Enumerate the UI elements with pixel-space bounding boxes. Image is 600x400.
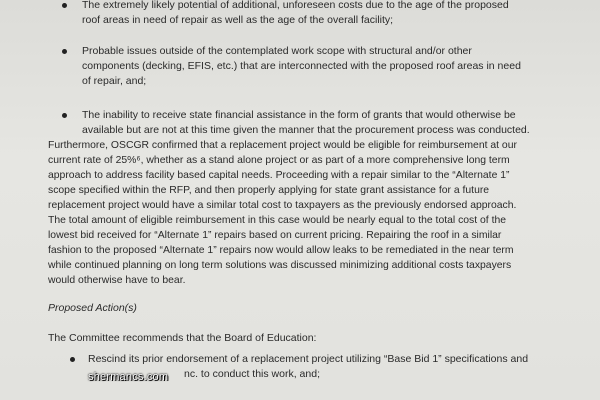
bullet-line: The inability to receive state financial assistance in the form of grants that would otherwise be [82, 109, 516, 121]
paragraph-line: fashion to the proposed “Alternate 1” repairs now would allow leaks to be remediated in the near term [48, 245, 514, 256]
bullet-line: of repair, and; [82, 75, 147, 87]
paragraph-line: current rate of 25%⁶, whether as a stand alone project or as part of a more comprehensive long term [48, 155, 510, 166]
paragraph-line: scope specified within the RFP, and then properly applying for state grant assistance for a future [48, 185, 490, 196]
furthermore-paragraph [48, 138, 548, 288]
bullet-item-cost [58, 0, 558, 28]
bullet-line: The extremely likely potential of additional, unforeseen costs due to the age of the proposed [82, 0, 509, 11]
bullet-dot-icon [62, 49, 67, 54]
bullet-item-inability [58, 108, 558, 138]
committee-recommendation: The Committee recommends that the Board of Education: [48, 332, 317, 344]
bullet-line: Rescind its prior endorsement of a replacement project utilizing “Base Bid 1” specifications and [88, 353, 529, 365]
bullet-line: roof areas in need of repair as well as the age of the overall facility; [82, 14, 394, 26]
bullet-list [58, 0, 558, 138]
watermark: shermancs.com [88, 371, 169, 383]
paragraph-line: lowest bid received for “Alternate 1” repairs based on current pricing. Repairing the roof in a similar [48, 230, 502, 241]
paragraph-line: approach to address facility based capital needs. Proceeding with a repair similar to the “Alternate 1” [48, 170, 510, 181]
bullet-dot-icon [62, 3, 67, 8]
paragraph-line: replacement project would have a similar total cost to taxpayers as the previously endorsed approach. [48, 200, 517, 211]
proposed-actions-heading: Proposed Action(s) [48, 302, 137, 314]
bullet-dot-icon [70, 357, 75, 362]
bullet-line: nc. to conduct this work, and; [184, 368, 320, 380]
bullet-dot-icon [62, 113, 67, 118]
paragraph-line: The total amount of eligible reimbursement in this case would be nearly equal to the total cost of the [48, 215, 507, 226]
bullet-item-issues [58, 44, 558, 89]
bullet-line: components (decking, EFIS, etc.) that are interconnected with the proposed roof areas in need [82, 60, 521, 72]
bullet-line: available but are not at this time given the manner that the procurement process was conducted. [82, 124, 530, 136]
paragraph-line: would otherwise have to bear. [48, 275, 186, 286]
paragraph-line: while continued planning on long term solutions was discussed minimizing additional costs taxpayers [48, 260, 512, 271]
paragraph-line: Furthermore, OSCGR confirmed that a replacement project would be eligible for reimbursement at our [48, 140, 517, 151]
bullet-line: Probable issues outside of the contemplated work scope with structural and/or other [82, 45, 472, 57]
